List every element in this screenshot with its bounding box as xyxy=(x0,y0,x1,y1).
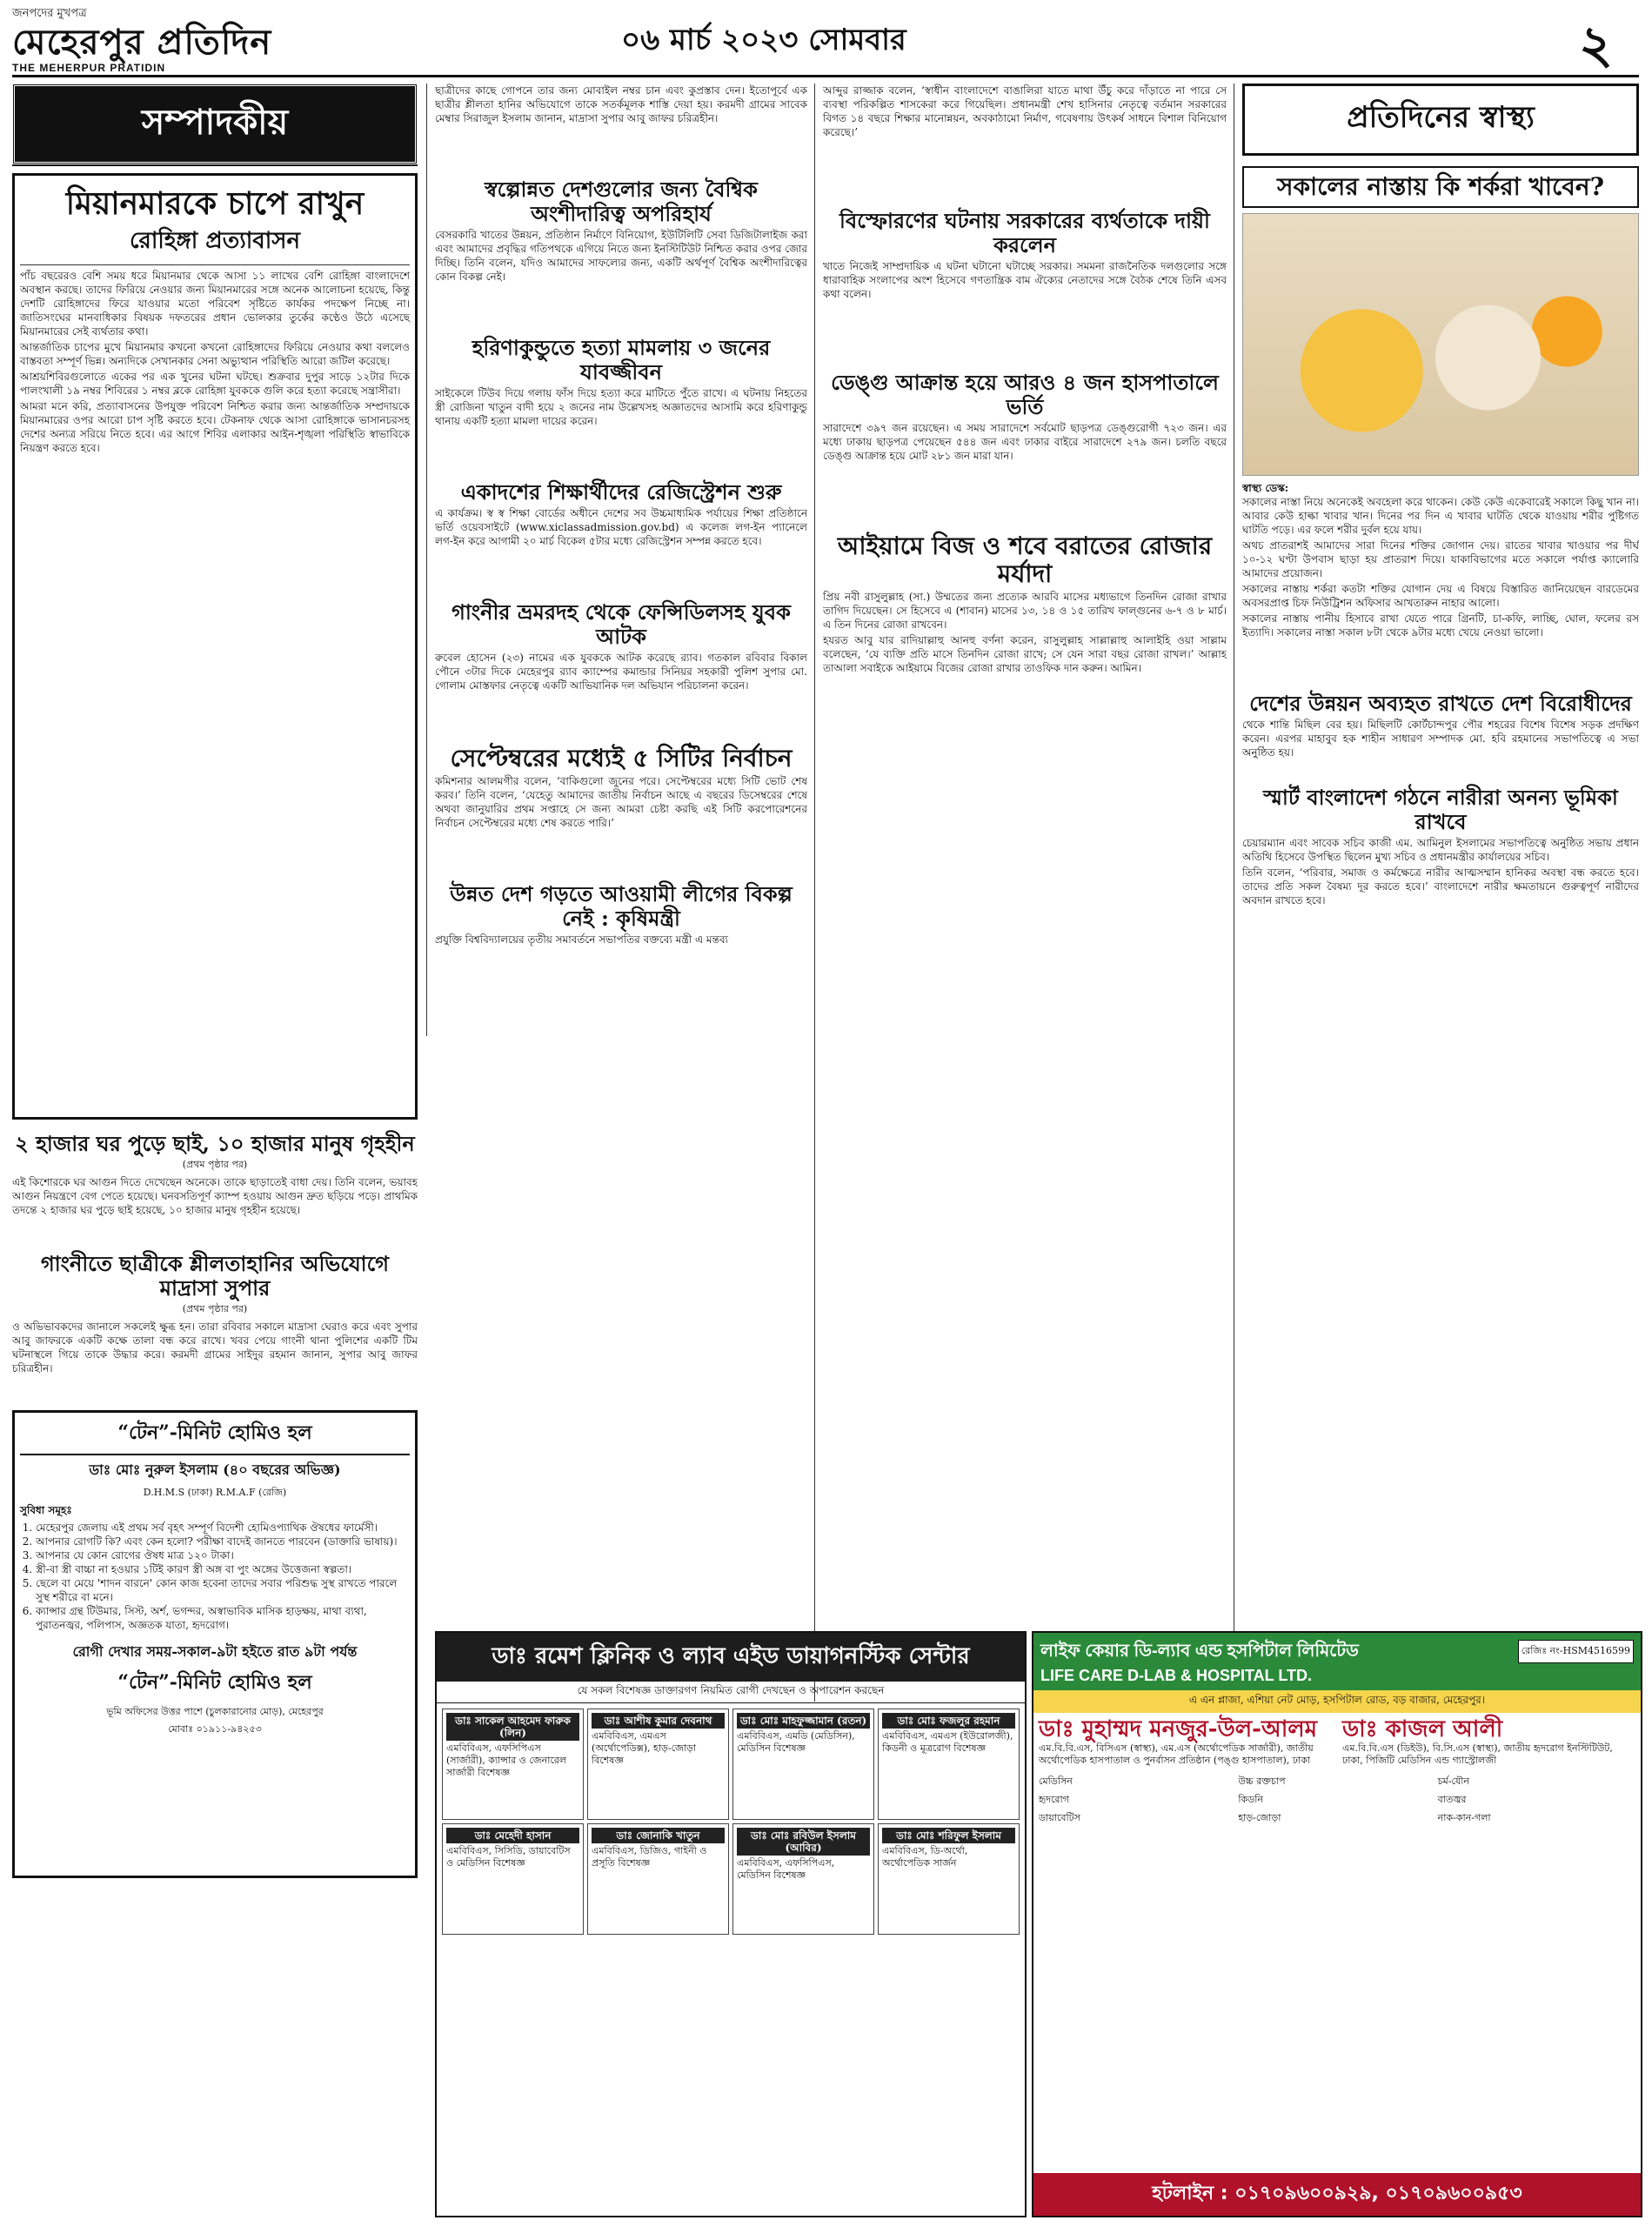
tagline: জনপদের মুখপত্র xyxy=(12,7,87,20)
doctor-info: এমবিবিএস, ডিজিও, গাইনী ও প্রসূতি বিশেষজ্ঞ xyxy=(592,1845,707,1869)
doctor-name: ডাঃ মেহেদী হাসান xyxy=(446,1828,579,1843)
news-headline: স্মার্ট বাংলাদেশ গঠনে নারীরা অনন্য ভূমিকা রাখবে xyxy=(1263,785,1618,834)
doctor-info: এমবিবিএস, এমএস (ইউরোলজী), কিডনী ও মূত্ররোগ বিশেষজ্ঞ xyxy=(882,1730,1013,1754)
homeo-phone: মোবাঃ ০১৯১১-৯৪২৫৩ xyxy=(168,1723,262,1735)
masthead xyxy=(12,5,1639,77)
health-banner: প্রতিদিনের স্বাস্থ্য xyxy=(1242,84,1639,156)
editorial-paragraph: আমরা মনে করি, প্রত্যাবাসনের উপযুক্ত পরিবেশ নিশ্চিত করার জন্য আন্তর্জাতিক সম্প্রদায়কে মিয়ানমারের ওপর আরো চাপ সৃষ্টি করতে হবে। টেকনাফ থেকে আসা রোহিঙ্গাকে ভাসানচরসহ দেশের অন্যত্র সরিয়ে নিতে হবে। এর আগে শিবির এলাকার আইন-শৃঙ্খলা পরিস্থিতি স্বাভাবিকে নিয়ন্ত্রণ করতে হবে। xyxy=(20,400,410,454)
service-item: চর্ম-যৌন xyxy=(1437,1776,1469,1787)
editorial-banner: সম্পাদকীয় xyxy=(12,84,418,164)
homeo-ad xyxy=(12,1410,418,1878)
news-headline: বিস্ফোরণের ঘটনায় সরকারের ব্যর্থতাকে দায়ী করলেন xyxy=(839,208,1210,257)
fire-byline: (প্রথম পৃষ্ঠার পর) xyxy=(182,1159,248,1170)
homeo-footer-title: “টেন”-মিনিট হোমিও হল xyxy=(117,1671,312,1694)
madrasa-body: ও অভিভাবকদের জানালে সকলেই ক্ষুব্ধ হন। তারা রবিবার সকালে মাদ্রাসা ঘেরাও করে এবং সুপার আবু জাফরকে একটি কক্ষে তালা বন্ধ করে রাখে। খবর পেয়ে গাংনী থানা পুলিশের একটি টিম ঘটনাস্থলে গিয়ে তাকে উদ্ধার করে। করমদী গ্রামের সাইদুর রহমান জানান, সুপার আবু জাফর চরিত্রহীন। xyxy=(12,1321,418,1374)
doctor-card xyxy=(732,1823,874,1935)
editorial-paragraph: পাঁচ বছরেরও বেশি সময় ধরে মিয়ানমার থেকে আসা ১১ লাখের বেশি রোহিঙ্গা বাংলাদেশে অবস্থান করছে। তাদের ফিরিয়ে নেওয়ার জন্য মিয়ানমারের সঙ্গে অনেক আলোচনা হয়েছে, কিন্তু দেশটি রোহিঙ্গাদের ফিরে যাওয়ার মতো পরিবেশ সৃষ্টিতে কার্যকর পদক্ষেপ নিচ্ছে না। জাতিসংঘের মানবাধিকার বিষয়ক দফতরের প্রধান ভোলকার তুর্কের কণ্ঠেও উঠে এসেছে মিয়ানমারের সেই ব্যর্থতার কথা। xyxy=(20,270,410,338)
service-item: ডায়াবেটিস xyxy=(1039,1812,1080,1823)
column-rule xyxy=(814,84,815,1702)
news-intro: আব্দুর রাজ্জাক বলেন, ‘স্বাধীন বাংলাদেশে বাঙালিরা যাতে মাথা উঁচু করে দাঁড়াতে না পারে সে ব্যবস্থা পরিকল্পিত শাসকেরা করে গিয়েছিল। প্রধানমন্ত্রী শেখ হাসিনার নেতৃত্বে বর্তমান সরকারের বিগত ১৪ বছরে শিক্ষার মানোন্নয়ন, অবকাঠামো নির্মাণ, গবেষণায় উৎকর্ষ সাধনে বিশাল বিনিয়োগ করেছে।’ xyxy=(823,84,1227,138)
editorial-paragraph: আন্তর্জাতিক চাপের মুখে মিয়ানমার কখনো কখনো রোহিঙ্গাদের ফিরিয়ে নেওয়ার কথা বললেও বাস্তবতা সম্পূর্ণ ভিন্ন। অন্যদিকে সেখানকার সেনা অভ্যুত্থান পরিস্থিতি আরো জটিল করেছে। xyxy=(20,341,410,367)
editorial-headline: মিয়ানমারকে চাপে রাখুন xyxy=(65,185,365,222)
homeo-degree: D.H.M.S (ঢাকা) R.M.A.F (রেজি) xyxy=(143,1487,287,1498)
health-paragraph: অথচ প্রাতরাশই আমাদের সারা দিনের শক্তির জোগান দেয়। রাতের খাবার খাওয়ার পর দীর্ঘ ১০-১২ ঘণ্টা উপবাস ছাড়া হয় প্রাতরাশ দিয়ে। যাকাবিভাগের মতে সকালে পর্যাপ্ত ক্যালোরি আমাদের প্রয়োজন। xyxy=(1242,539,1639,579)
news-headline: স্বল্পোন্নত দেশগুলোর জন্য বৈশ্বিক অংশীদারিত্ব অপরিহার্য xyxy=(485,177,758,226)
doctor-info: এম.বি.বি.এস, বিসিএস (স্বাস্থ্য), এম.এস (অর্থোপেডিক সার্জারী), জাতীয় অর্থোপেডিক হাসপাতাল ও পুনর্বাসন প্রতিষ্ঠান (পঙ্গু হাসপাতাল), ঢাকা xyxy=(1039,1742,1314,1766)
news-headline: উন্নত দেশ গড়তে আওয়ামী লীগের বিকল্প নেই : কৃষিমন্ত্রী xyxy=(450,881,793,931)
lifecare-brand-en: LIFE CARE D-LAB & HOSPITAL LTD. xyxy=(1040,1667,1312,1684)
health-paragraph: সকালের নাস্তায় শর্করা কতটা শক্তির যোগান দেয় এ বিষয়ে বিস্তারিত জানিয়েছেন বারডেমের অবসরপ্রাপ্ত চিফ নিউট্রিশন অফিসার আখতারুন নাহার আলো। xyxy=(1242,583,1639,609)
column-rule xyxy=(426,84,427,1036)
homeo-address: ভূমি অফিসের উত্তর পাশে (চুলকারানোর মোড়), মেহেরপুর xyxy=(106,1706,324,1717)
news-body: প্রিয় নবী রাসুলুল্লাহ (সা.) উম্মতের জন্য প্রত্যেক আরবি মাসের মধ্যভাগে তিনদিন রোজা রাখার তাগিদ দিয়েছেন। সে হিসেবে এ (শাবান) মাসের ১৩, ১৪ ও ১৫ তারিখ ফাল্গুনের ৬-৭ ও ৮ মার্চ। এ তিন দিনের রোজা রাখবেন। xyxy=(823,591,1227,631)
news-headline: আইয়ামে বিজ ও শবে বরাতের রোজার মর্যাদা xyxy=(837,532,1213,588)
health-headline: সকালের নাস্তায় কি শর্করা খাবেন? xyxy=(1242,166,1639,208)
doctor-name: ডাঃ মোঃ রবিউল ইসলাম (আবির) xyxy=(737,1828,870,1856)
doctor-info: এমবিবিএস, এফসিপিএস (সার্জারী), ক্যান্সার ও জেনারেল সার্জারী বিশেষজ্ঞ xyxy=(446,1742,567,1778)
list-item: 5. ছেলে বা মেয়ে 'শাদন বারনে' কোন কাজ হবেনা তাদের সবার পরিশুদ্ধ সুস্থ রাখতে পারলে সুস্থ শরীরে বা মনে। xyxy=(36,1576,410,1604)
news-headline: হরিণাকুন্ডুতে হত্যা মামলায় ৩ জনের যাবজ্জীবন xyxy=(472,335,771,385)
service-item: নাক-কান-গলা xyxy=(1437,1812,1491,1823)
news-intro: ছাত্রীদের কাছে গোপনে তার জন্য মোবাইল নম্বর চান এবং কুপ্রস্তাব দেন। ইতোপূর্বে এক ছাত্রীর শ্লীলতা হানির অভিযোগে তাকে সতর্কমূলক শাস্তি দেয়া হয়। করমদী গ্রামের সাবেক মেম্বার সিরাজুল ইসলাম জানান, মাদ্রাসা সুপার আবু জাফর চরিত্রহীন। xyxy=(435,84,807,124)
editorial-box xyxy=(12,173,418,1120)
list-item: 2. আপনার রোগটি কি? এবং কেন হলো? পরীক্ষা বাদেই জানতে পারবেন (ডাক্তারি ভাষায়)। xyxy=(36,1535,410,1548)
doctor-name: ডাঃ মুহাম্মদ মনজুর-উল-আলম xyxy=(1039,1716,1318,1742)
news-body: থেকে শান্তি মিছিল বের হয়। মিছিলটি কোর্টচান্দপুর পৌর শহরের বিশেষ বিশেষ সড়ক প্রদক্ষিণ করেন। এরপর মাহাবুব হক শাহীন সাধারণ সম্পাদক মো. হবি রহমানের সভাপতিত্বে এ সভা অনুষ্ঠিত হয়। xyxy=(1242,719,1639,759)
news-body: তিনি বলেন, ‘পরিবার, সমাজ ও কর্মক্ষেত্রে নারীর আত্মসম্মান হানিকর অবস্থা বন্ধ করতে হবে। তাদের প্রতি সকল বৈষম্য দূর করতে হবে।’ বাংলাদেশে নারীর ক্ষমতায়নে গুরুত্বপূর্ণ নারীদের অবদান রাখতে হবে। xyxy=(1242,866,1639,906)
service-item: হৃদরোগ xyxy=(1039,1794,1069,1805)
news-headline: একাদশের শিক্ষার্থীদের রেজিস্ট্রেশন শুরু xyxy=(460,479,782,505)
list-item: 6. ক্যান্সার গ্রন্থ টিউমার, সিস্ট, অর্শ, ভগন্দর, অস্বাভাবিক মাসিক হাড়ক্ষয়, মাথা ব্যথা, পুরাতনজ্বর, পলিপাস, অজ্ঞতক যাতা, হৃদরোগ। xyxy=(36,1604,410,1632)
lifecare-registration: রেজিঃ নং-HSM4516599 xyxy=(1518,1640,1634,1663)
service-item: মেডিসিন xyxy=(1039,1776,1073,1787)
doctor-card xyxy=(442,1709,584,1820)
news-headline: ডেঙ্গু আক্রান্ত হয়ে আরও ৪ জন হাসপাতালে ভর্তি xyxy=(831,370,1219,419)
service-item: বাতজ্বর xyxy=(1437,1794,1467,1805)
health-paragraph: সকালের নাস্তায় পানীয় হিসাবে রাখা যেতে পারে গ্রিনটি, চা-কফি, লাচ্ছি, ঘোল, ফলের রস ইত্যাদি। সকালের নাস্তা সকাল ৮টা থেকে ৯টার মধ্যে খেয়ে নেওয়া ভালো। xyxy=(1242,612,1639,639)
clinic-ad-title: ডাঃ রমেশ ক্লিনিক ও ল্যাব এইড ডায়াগনস্টিক সেন্টার xyxy=(437,1633,1025,1682)
issue-date: ০৬ মার্চ ২০২৩ সোমবার xyxy=(621,23,906,57)
doctor-info: এমবিবিএস, এফসিপিএস, মেডিসিন বিশেষজ্ঞ xyxy=(737,1857,835,1881)
madrasa-byline: (প্রথম পৃষ্ঠার পর) xyxy=(182,1303,248,1314)
news-body: প্রযুক্তি বিশ্ববিদ্যালয়ের তৃতীয় সমাবর্তনে সভাপতির বক্তব্যে মন্ত্রী এ মন্তব্য xyxy=(435,933,728,946)
lifecare-ad xyxy=(1032,1631,1642,2217)
service-item: উচ্চ রক্তচাপ xyxy=(1238,1776,1286,1787)
doctor-info: এমবিবিএস, ডি-অর্থো, অর্থোপেডিক সার্জন xyxy=(882,1845,968,1869)
clinic-doctor-grid xyxy=(437,1703,1025,1940)
doctor-card xyxy=(1337,1713,1641,1770)
doctor-info: এমবিবিএস, এমডি (মেডিসিন), মেডিসিন বিশেষজ্ঞ xyxy=(737,1730,855,1754)
doctor-card xyxy=(587,1823,729,1935)
madrasa-headline: গাংনীতে ছাত্রীকে শ্লীলতাহানির অভিযোগে মাদ্রাসা সুপার xyxy=(40,1251,390,1301)
list-item: 1. মেহেরপুর জেলায় এই প্রথম সর্ব বৃহৎ সম্পূর্ণ বিদেশী হোমিওপ্যাথিক ঔষধের ফার্মেসী। xyxy=(36,1521,410,1535)
doctor-name: ডাঃ মোঃ মাহফুজ্জামান (রতন) xyxy=(737,1713,870,1729)
breakfast-image xyxy=(1242,213,1639,476)
lifecare-address: এ এন প্লাজা, এশিয়া নেট মোড়, হসপিটাল রোড, বড় বাজার, মেহেরপুর। xyxy=(1033,1690,1641,1713)
news-body: রুবেল হোসেন (২৩) নামের এক যুবককে আটক করেছে র‌্যাব। গতকাল রবিবার বিকাল পৌনে ৩টার দিকে মেহেরপুর র‌্যাব ক্যাম্পের কমান্ডার সিনিয়র সহকারী পুলিশ সুপার মো. গোলাম মোস্তফার নেতৃত্বে একটি আভিযানিক দল অভিযান পরিচালনা করেন। xyxy=(435,652,807,692)
doctor-card xyxy=(732,1709,874,1820)
health-paragraph: সকালের নাস্তা নিয়ে অনেকেই অবহেলা করে থাকেন। কেউ কেউ একেবারেই সকালে কিছু খান না। আবার কেউ হাল্কা খাবার খান। দিনের পর দিন এ খাবার ঘাটতি থেকে যাওয়ায় শরীর পুষ্টিগত ঘাটতি পড়ে। এর ফলে শরীর দুর্বল হয়ে যায়। xyxy=(1242,496,1639,536)
homeo-facilities-list xyxy=(36,1521,410,1632)
news-body: সারাদেশে ৩৯৭ জন রয়েছেন। এ সময় সারাদেশে সর্বমোট ছাড়পত্র ডেঙ্গুরোগী ৭২৩ জন। এর মধ্যে ঢাকায় ছাড়পত্র পেয়েছেন ৫৪৪ জন এবং ঢাকার বাইরে সারাদেশে ২৭৯ জন। চলতি বছরে ডেঙ্গু আক্রান্ত হয়ে মোট ২৮১ জন মারা যান। xyxy=(823,422,1227,462)
news-body: হযরত আবু যার রাদিয়াল্লাহু আনহু বর্ণনা করেন, রাসুলুল্লাহ সাল্লাল্লাহু আলাইহি ওয়া সাল্লাম বলেছেন, ‘যে ব্যক্তি প্রতি মাসে তিনদিন রোজা রাখে; সে যেন সারা বছর রোজা রাখল।’ আল্লাহ তাআলা সবাইকে আইয়ামে বিজের রোজা রাখার তাওফিক দান করুন। আমিন। xyxy=(823,634,1227,674)
doctor-card xyxy=(878,1709,1020,1820)
column-news-2 xyxy=(435,84,807,1615)
news-headline: সেপ্টেম্বরের মধ্যেই ৫ সিটির নির্বাচন xyxy=(450,744,793,772)
doctor-card xyxy=(442,1823,584,1935)
editorial-paragraph: আশ্রয়শিবিরগুলোতে একের পর এক খুনের ঘটনা ঘটছে। শুক্রবার দুপুর সাড়ে ১২টার দিকে পালংখালী ১৯ নম্বর শিবিরের ১ নম্বর ব্লকে রোহিঙ্গা যুবককে গুলি করে হত্যা করেছে সন্ত্রাসীরা। xyxy=(20,371,410,397)
lifecare-brand-bn: লাইফ কেয়ার ডি-ল্যাব এন্ড হসপিটাল লিমিটেড xyxy=(1040,1642,1359,1661)
news-headline: গাংনীর ভ্রমরদহ থেকে ফেন্সিডিলসহ যুবক আটক xyxy=(451,599,791,649)
homeo-title: “টেন”-মিনিট হোমিও হল xyxy=(20,1418,410,1455)
lifecare-services xyxy=(1033,1770,1641,1830)
fire-headline: ২ হাজার ঘর পুড়ে ছাই, ১০ হাজার মানুষ গৃহহীন xyxy=(15,1131,415,1156)
homeo-hours: রোগী দেখার সময়-সকাল-৯টা হইতে রাত ৯টা পর্যন্ত xyxy=(72,1643,358,1660)
homeo-doctor: ডাঃ মোঃ নুরুল ইসলাম (৪০ বছরের অভিজ্ঞ) xyxy=(89,1461,341,1478)
fire-body: এই কিশোরকে ঘর আগুন দিতে দেখেছেন অনেকে। তাকে ছাড়াতেই বাধা দেয়। তিনি বলেন, ভয়াবহ আগুন নিয়ন্ত্রণে বেগ পেতে হয়েছে। ঘনবসতিপূর্ণ ক্যাম্প হওয়ায় আগুন দ্রুত ছড়িয়ে পড়ে। প্রাথমিক তদন্তে ২ হাজার ঘর পুড়ে ছাই হয়েছে, ১০ হাজার মানুষ গৃহহীন হয়েছে। xyxy=(12,1176,418,1216)
homeo-facilities-title: সুবিধা সমূহঃ xyxy=(20,1504,72,1516)
doctor-card xyxy=(587,1709,729,1820)
doctor-name: ডাঃ মোঃ ফজলুর রহমান xyxy=(882,1713,1015,1729)
column-news-3 xyxy=(823,84,1227,1615)
service-item: কিডনি xyxy=(1238,1794,1263,1805)
column-health xyxy=(1242,84,1639,1615)
newspaper-name-english: THE MEHERPUR PRATIDIN xyxy=(12,62,166,74)
clinic-ad xyxy=(435,1631,1027,2217)
health-credit: স্বাস্থ্য ডেস্ক: xyxy=(1242,482,1289,494)
doctor-card xyxy=(1033,1713,1337,1770)
doctor-card xyxy=(878,1823,1020,1935)
news-body: খাতে নিজেই সাম্প্রদায়িক এ ঘটনা ঘটানো ঘটাচ্ছে সরকার। সমমনা রাজনৈতিক দলগুলোর সঙ্গে ধারাবাহিক সংলাপের অংশ হিসেবে গণতান্ত্রিক বাম ঐক্যের নেতাদের সঙ্গে বৈঠক শেষে তিনি এসব কথা বলেন। xyxy=(823,260,1227,300)
news-body: বেসরকারি খাতের উন্নয়ন, প্রতিষ্ঠান নির্মাণে বিনিয়োগ, ইউটিলিটি সেবা ডিজিটালাইজ করা এবং আমাদের প্রবৃদ্ধির গতিপথকে এগিয়ে নিতে জন্য ইনস্টিটিউট নিশ্চিত করার ওপর জোর দিচ্ছি। তিনি বলেন, যদিও আমাদের সাফল্যের জন্য, একটি অর্থপূর্ণ বৈশ্বিক অংশীদারিত্বের কোন বিকল্প নেই। xyxy=(435,229,807,283)
newspaper-logo xyxy=(12,5,421,73)
lifecare-doctors xyxy=(1033,1713,1641,1770)
lifecare-hotline: হটলাইন : ০১৭০৯৬০০৯২৯, ০১৭০৯৬০০৯৫৩ xyxy=(1033,2173,1641,2216)
doctor-info: এমবিবিএস, সিসিডি, ডায়াবেটিস ও মেডিসিন বিশেষজ্ঞ xyxy=(446,1845,571,1869)
page-number: ২ xyxy=(1578,15,1613,76)
doctor-info: এম.বি.বি.এস (ডিইউ), বি.সি.এস (স্বাস্থ্য), জাতীয় হৃদরোগ ইনস্টিটিউট, ঢাকা, পিজিটি মেডিসিন এন্ড গ্যাস্ট্রোলজী xyxy=(1342,1742,1613,1766)
news-body: কমিশনার আলমগীর বলেন, ‘বাকিগুলো জুনের পরে। সেপ্টেম্বরের মধ্যে সিটি ভোট শেষ করব।’ তিনি বলেন, ‘যেহেতু আমাদের জাতীয় নির্বাচন আছে এ বছরের ডিসেম্বরের শেষে অথবা জানুয়ারির প্রথম সপ্তাহে সে জন্য আমরা চেষ্টা করছি এই সিটি করপোরেশনের নির্বাচন সেপ্টেম্বরের মধ্যে শেষ করতে পারি।’ xyxy=(435,775,807,829)
doctor-name: ডাঃ আশীষ কুমার দেবনাথ xyxy=(592,1713,725,1729)
news-body: চেয়ারম্যান এবং সাবেক সচিব কাজী এম. আমিনুল ইসলামের সভাপতিত্বে অনুষ্ঠিত সভায় প্রধান অতিথি হিসেবে উপস্থিত ছিলেন মুখ্য সচিব ও প্রধানমন্ত্রীর কার্যালয়ের সচিব। xyxy=(1242,837,1639,863)
newspaper-name: মেহেরপুর প্রতিদিন xyxy=(12,22,272,63)
column-editorial xyxy=(12,84,418,2224)
editorial-subhead: রোহিঙ্গা প্রত্যাবাসন xyxy=(20,223,410,265)
news-headline: দেশের উন্নয়ন অব্যহত রাখতে দেশ বিরোধীদের xyxy=(1249,691,1632,716)
news-body: সাইকেলে টিউব দিয়ে গলায় ফাঁস দিয়ে হত্যা করে মাটিতে পুঁতে রাখে। এ ঘটনায় নিহতের স্ত্রী রোজিনা খাতুন বাদী হয়ে ২ জনের নাম উল্লেখসহ অজ্ঞাতদের আসামি করে হরিণাকুন্ডু থানায় একটি হত্যা মামলা দায়ের করেন। xyxy=(435,387,807,427)
doctor-name: ডাঃ সাকেল আহমেদ ফারুক (লিন) xyxy=(446,1713,579,1741)
clinic-ad-subtitle: যে সকল বিশেষজ্ঞ ডাক্তারগণ নিয়মিত রোগী দেখছেন ও অপারেশন করছেন xyxy=(437,1682,1025,1703)
doctor-name: ডাঃ জোনাকি খাতুন xyxy=(592,1828,725,1843)
doctor-name: ডাঃ কাজল আলী xyxy=(1342,1716,1503,1742)
news-body: এ কার্যক্রম। স্ব স্ব শিক্ষা বোর্ডের অধীনে দেশের সব উচ্চমাধ্যমিক পর্যায়ের শিক্ষা প্রতিষ্ঠানে ভর্তি ওয়েবসাইটে (www.xiclassadmission.gov.bd) এ কলেজ লগ-ইন প্যানেলে লগ-ইন করে আগামী ২০ মার্চ বিকেল ৫টার মধ্যে রেজিস্ট্রেশন সম্পন্ন করতে হবে। xyxy=(435,507,807,547)
list-item: 4. স্ত্রী-বা স্ত্রী বাচ্চা না হওয়ার ১টিই কারণ স্ত্রী অঙ্গ বা পুং অঙ্গের উত্তেজনা স্বল্পতা। xyxy=(36,1562,410,1576)
doctor-info: এমবিবিএস, এমএস (অর্থোপেডিক্স), হাড়-জোড়া বিশেষজ্ঞ xyxy=(592,1730,697,1766)
doctor-name: ডাঃ মোঃ শরিফুল ইসলাম xyxy=(882,1828,1015,1843)
service-item: হাড়-জোড়া xyxy=(1238,1812,1281,1823)
list-item: 3. আপনার যে কোন রোগের ঔষধ মাত্র ১২০ টাকা। xyxy=(36,1548,410,1562)
